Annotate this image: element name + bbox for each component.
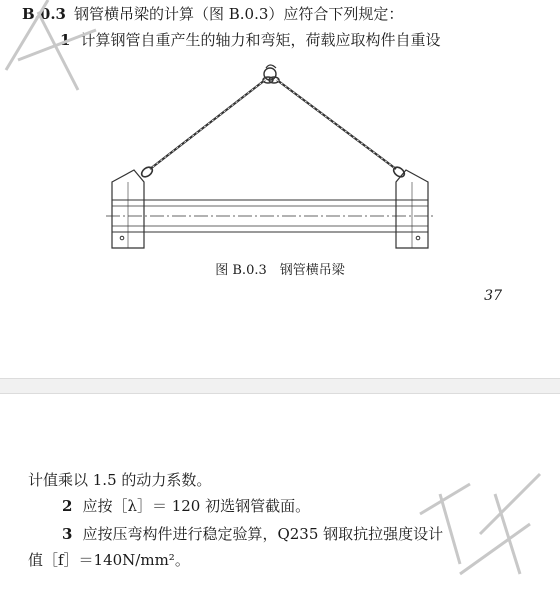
wire-rope-slings xyxy=(150,80,396,169)
clause-number: B.0.3 xyxy=(22,5,66,23)
steel-pipe-lifting-beam-figure xyxy=(100,56,440,256)
item-2-text: 应按［λ］＝ 120 初选钢管截面。 xyxy=(82,497,311,515)
figure-caption: 图 B.0.3 钢管横吊梁 xyxy=(215,263,345,278)
item-1-continued: 计值乘以 1.5 的动力系数。 xyxy=(28,471,212,489)
watermark-stamp-bottom xyxy=(400,454,550,589)
item-2 xyxy=(62,496,310,516)
page-separator xyxy=(0,378,560,394)
clause-heading xyxy=(22,4,403,24)
item-1 xyxy=(60,30,440,50)
steel-pipe xyxy=(106,182,434,248)
page-bottom xyxy=(0,394,560,589)
lifting-hook-icon xyxy=(263,65,279,83)
clause-text: 钢管横吊梁的计算（图 B.0.3）应符合下列规定： xyxy=(74,5,404,23)
item-3-text: 应按压弯构件进行稳定验算，Q235 钢取抗拉强度设计 xyxy=(82,525,444,543)
item-3-continued: 值［f］＝140N/mm²。 xyxy=(28,551,190,569)
page-number: 37 xyxy=(484,288,502,304)
item-1-text: 计算钢管自重产生的轴力和弯矩，荷载应取构件自重设 xyxy=(80,31,441,49)
item-2-number: 2 xyxy=(62,497,73,515)
item-3-number: 3 xyxy=(62,525,73,543)
item-1-number: 1 xyxy=(60,31,71,49)
item-3 xyxy=(62,524,443,544)
